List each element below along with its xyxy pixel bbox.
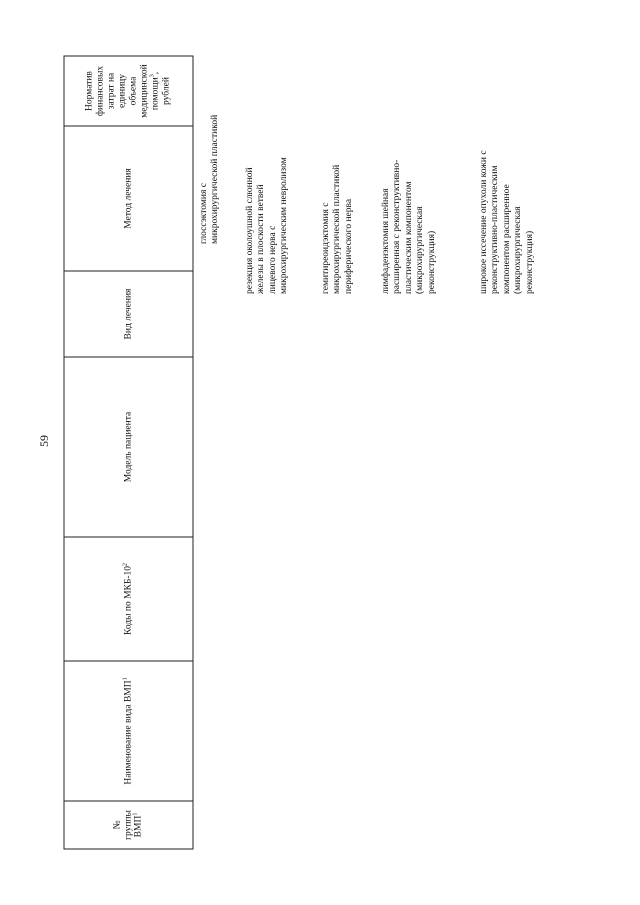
method-entry: глоссэктомия с микрохирургической пластикой bbox=[199, 114, 221, 244]
method-entry: широкое иссечение опухоли кожи с реконструктивно-пластическим компонентом расширенное (микрохирургическая реконструкция) bbox=[479, 150, 535, 294]
header-treatment-type: Вид лечения bbox=[64, 271, 193, 357]
header-vmp-name: Наименование вида ВМП$^1$ bbox=[64, 661, 193, 801]
method-entry: резекция околоушной слюнной железы в плоскости ветвей лицевого нерва с микрохирургическим невролизом bbox=[245, 157, 290, 294]
method-entry: гемитиреоидэктомия с микрохирургической пластикой периферического нерва bbox=[321, 164, 354, 294]
vmp-table-header bbox=[63, 55, 193, 849]
page-number: 59 bbox=[37, 435, 51, 447]
header-group-number: № группы ВМП$^1$ bbox=[64, 801, 193, 849]
header-icd-codes: Коды по МКБ-$10^2$ bbox=[64, 537, 193, 661]
table-header-region bbox=[63, 56, 193, 849]
header-patient-model: Модель пациента bbox=[64, 357, 193, 537]
header-cost-standard: Норматив финансовых затрат на единицу объема медицинской помощи$^3$, рублей bbox=[64, 56, 193, 126]
header-treatment-method: Метод лечения bbox=[64, 126, 193, 271]
method-entry: лимфаденэктомия шейная расширенная с реконструктивно-пластическим компонентом (микрохирургическая реконструкция) bbox=[381, 159, 437, 294]
